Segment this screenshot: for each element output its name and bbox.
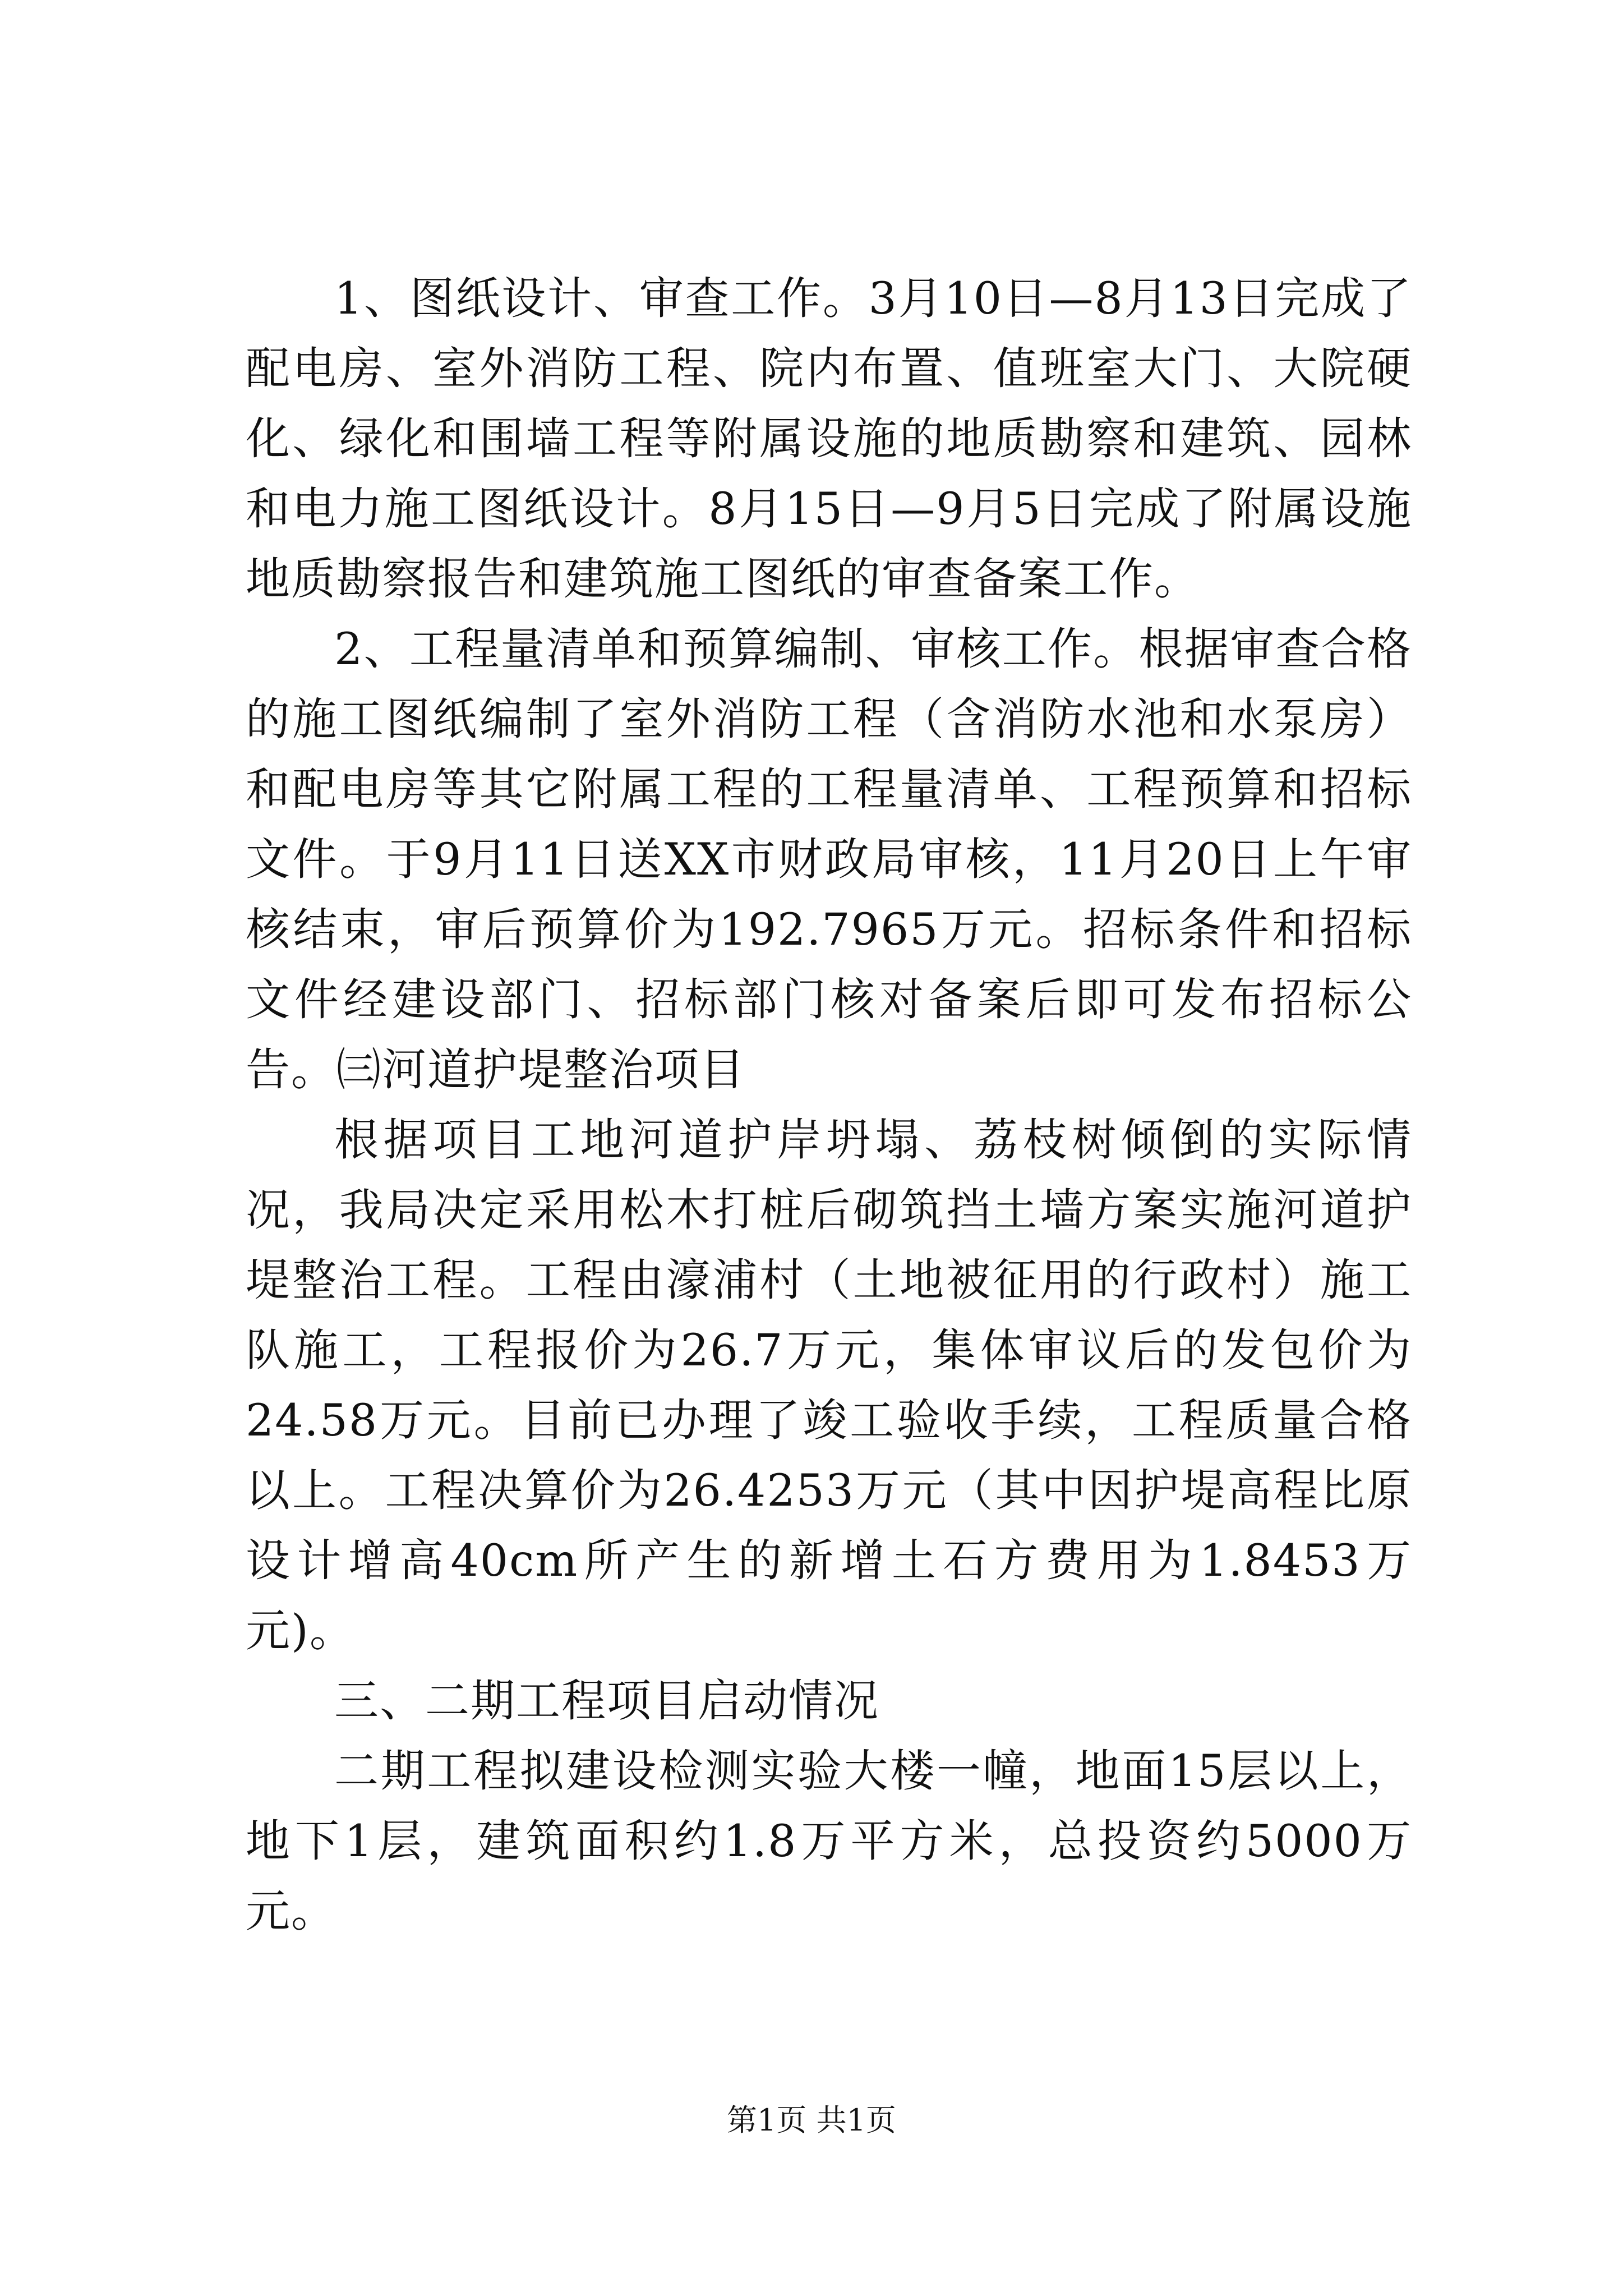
- section-heading-phase-two: 三、二期工程项目启动情况: [334, 1675, 879, 1727]
- paragraph-budget-review: 2、工程量清单和预算编制、审核工作。根据审查合格的施工图纸编制了室外消防工程（含消防水池和水泵房）和配电房等其它附属工程的工程量清单、工程预算和招标文件。于9月11日送XX市财政局审核，11月20日上午审核结束，审后预算价为192.7965万元。招标条件和招标文件经建设部门、招标部门核对备案后即可发布招标公告。㈢河道护堤整治项目: [246, 623, 1412, 1096]
- page-footer: 第1页 共1页: [727, 2102, 896, 2138]
- paragraph-drawing-design: 1、图纸设计、审查工作。3月10日—8月13日完成了配电房、室外消防工程、院内布置、值班室大门、大院硬化、绿化和围墙工程等附属设施的地质勘察和建筑、园林和电力施工图纸设计。8月15日—9月5日完成了附属设施地质勘察报告和建筑施工图纸的审查备案工作。: [246, 273, 1412, 605]
- paragraph-river-embankment: 根据项目工地河道护岸坍塌、荔枝树倾倒的实际情况，我局决定采用松木打桩后砌筑挡土墙方案实施河道护堤整治工程。工程由濠浦村（土地被征用的行政村）施工队施工，工程报价为26.7万元，集体审议后的发包价为24.58万元。目前已办理了竣工验收手续，工程质量合格以上。工程决算价为26.4253万元（其中因护堤高程比原设计增高40cm所产生的新增土石方费用为1.8453万元)。: [246, 1114, 1412, 1657]
- paragraph-phase-two: 二期工程拟建设检测实验大楼一幢，地面15层以上，地下1层，建筑面积约1.8万平方米，总投资约5000万元。: [246, 1745, 1412, 1937]
- document-body: [246, 264, 1412, 1947]
